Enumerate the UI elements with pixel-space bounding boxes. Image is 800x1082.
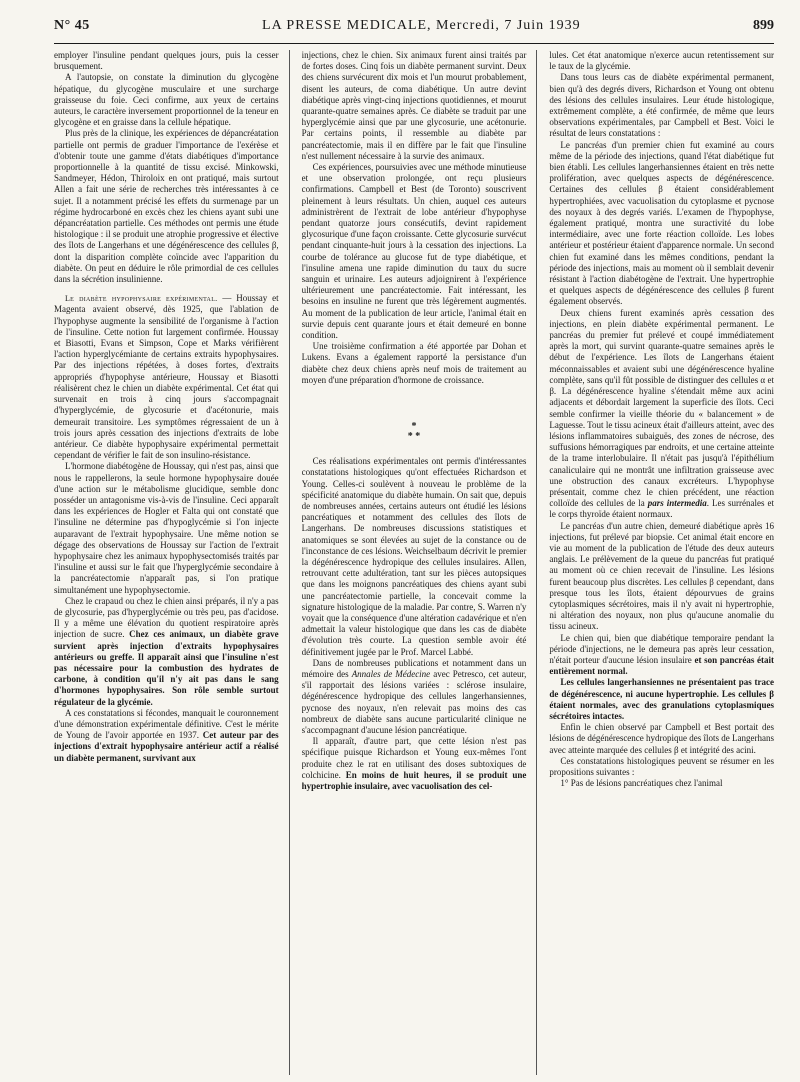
paragraph-text: . Les surrénales et le corps thyroïde étaient normaux.: [549, 498, 774, 520]
section-paragraph: [54, 293, 279, 461]
paragraph: [302, 736, 527, 792]
paragraph: [54, 708, 279, 764]
paragraph: L'hormone diabétogène de Houssay, qui n'est pas, ainsi que nous le rappellerons, la seule hormone hypophysaire douée d'une action sur le métabolisme glucidique, semble donc posséder un antagonisme vis-à-vis de l'insuline. Ceci apparaît dans les expériences de Hogler et Falta qui ont constaté que l'insuline ne détermine pas d'hypoglycémie si l'on injecte auparavant de l'extrait hypophysaire. Une même notion se dégage des observations de Houssay sur l'action de l'extrait hypophysaire chez les animaux hypophysectomisés traités par l'insuline et aussi sur le fait que l'hyperglycémie secondaire à la pancréatectomie n'apparaît pas, si l'on pratique simultanément une hypophysectomie.: [54, 461, 279, 595]
paragraph: Dans tous leurs cas de diabète expérimental permanent, bien qu'à des degrés divers, Richardson et Young ont obtenu des lésions des cellules insulaires. Leur étude histologique, extrêmement complète, a été confirmée, de même que leurs observations expérimentales, par Campbell et Best. Voici le résultat de leurs constatations :: [549, 72, 774, 139]
anatomy-term: pars intermedia: [647, 498, 707, 509]
masthead-title: LA PRESSE MEDICALE, Mercredi, 7 Juin 1939: [262, 18, 581, 33]
section-heading: Le diabète hypophysaire expérimental.: [65, 294, 218, 304]
paragraph-text: avec Petresco, cet auteur, s'il rapportait des lésions variées : sclérose insulaire, dégénérescence hydropique des cellules langerhansiennes, pycnose des noyaux, n'en relevait pas moins des cas nombreux de diabète sans aucune particularité clinique ne s'accompagnant d'aucune lésion pancréatique.: [301, 668, 527, 735]
emphasis-text: Chez ces animaux, un diabète grave survient après injection d'extraits hypophysaires antérieurs ou greffe. Il apparaît ainsi que l'insuline n'est pas nécessaire pour la combustion des hydrates de carbone, à condition qu'il n'y ait pas dans le sang d'hormones hypophysaires. Son rôle semble surtout régulateur de la glycémie.: [54, 629, 279, 707]
paragraph: [549, 633, 774, 678]
paragraph: Le pancréas d'un autre chien, demeuré diabétique après 16 injections, fut prélevé par biopsie. Cet animal était encore en vie au moment de la publication de l'étude des deux auteurs anglais. Le prélèvement de la queue du pancréas fut pratiqué au moment où ce chien recevait de l'insuline. Les lésions furent beaucoup plus discrètes. Les cellules β cependant, dans presque tous les îlots, étaient dépourvues de grains cytoplasmiques sécrétoires, mais il n'y avait ni hypertrophie, ni altération des noyaux, non plus qu'aucune anomalie du tissu acineux.: [549, 520, 774, 632]
article-columns: [54, 50, 774, 1075]
emphasis-text: En moins de huit heures, il se produit une hypertrophie insulaire, avec vacuolisation des cel-: [301, 769, 527, 791]
paragraph: employer l'insuline pendant quelques jours, puis la cesser brusquement.: [54, 50, 279, 72]
section-separator: [302, 422, 527, 442]
page-number: 899: [753, 18, 774, 33]
paragraph: Une troisième confirmation a été apportée par Dohan et Lukens. Evans a également rapporté la persistance d'un diabète chez deux chiens après neuf mois de traitement au moyen d'une préparation d'hormone de croissance.: [301, 341, 527, 385]
page-header: [54, 18, 774, 44]
paragraph: Ces constatations histologiques peuvent se résumer en les propositions suivantes :: [549, 755, 774, 777]
paragraph: A l'autopsie, on constate la diminution du glycogène hépatique, du glycogène musculaire et une surcharge graisseuse du foie. Ceci confirme, aux yeux de certains auteurs, le caractère inversement proportionnel de la teneur en glycogène et en graisse dans la cellule hépatique.: [54, 72, 279, 128]
paragraph: Ces réalisations expérimentales ont permis d'intéressantes constatations histologiques qu'ont effectuées Richardson et Young. Celles-ci soulèvent à nouveau le problème de la spécificité anatomique du diabète humain. On sait que, depuis de nombreuses années, certains auteurs ont étudié les lésions pancréatiques et notamment des cellules des îlots de Langerhans. De nombreuses discussions statistiques et anatomiques se sont élevées au sujet de la constance ou de l'inconstance de ces lésions. Weichselbaum décrivit le premier la dégénérescence hydropique des cellules insulaires. Allen, retrouvant cette adultération, tant sur les pièces autopsiques que dans les moignons pancréatiques des chiens ayant subi une pancréatectomie partielle, la concevait comme la signature histologique de la maladie. Par contre, S. Warren n'y voyait que la conséquence d'une altération cadavérique et n'en admettait la valeur histologique que dans les cas de diabète d'évolution très courte. La question semble avoir été définitivement jugée par le Prof. Marcel Labbé.: [301, 456, 527, 657]
emphasis-text: et son pancréas était entièrement normal.: [549, 654, 774, 677]
column-2: [302, 50, 538, 1075]
paragraph: 1° Pas de lésions pancréatiques chez l'animal: [560, 778, 723, 789]
paragraph-text: Il apparaît, d'autre part, que cette lésion n'est pas spécifique puisque Richardson et Young eux-mêmes l'ont produite chez le rat en utilisant des doses subtoxiques de colchicine.: [301, 736, 527, 780]
paragraph: [54, 596, 279, 708]
spacer: [54, 285, 279, 293]
paragraph: Le pancréas d'un premier chien fut examiné au cours même de la période des injections, quand l'état diabétique fut bien établi. Les cellules langerhansiennes étaient en très nette prolifération, avec quelques aspects de dégénérescence. Certaines des cellules β étaient considérablement hypertrophiées, avec vacuolisation du cytoplasme et pycnose des noyaux à des degrés variés. L'examen de l'hypophyse, également pratiqué, montra une suractivité du lobe intermédiaire, avec une forte réaction colloïde. Les lobes antérieur et postérieur étaient d'apparence normale. Un second chien fut examiné dans les mêmes conditions, pendant la période des injections, mais au moment où il semblait devenir résistant à l'action diabétogène de l'extrait. Une hypertrophie et quelques aspects de dégénérescence des cellules β furent également observés.: [549, 139, 774, 307]
paragraph: Ces expériences, poursuivies avec une méthode minutieuse et une observation prolongée, ont reçu plusieurs confirmations. Campbell et Best (de Toronto) souscrivent pleinement à leurs résultats. Un chien, auquel ces auteurs administrèrent de l'extrait de lobe antérieur d'hypophyse pendant quatorze jours consécutifs, devint rapidement glycosurique d'une façon croissante. Cette glycosurie survécut pendant cinquante-huit jours à la cessation des injections. La courbe de tolérance au glucose fut de type diabétique, et l'insuline amena une rapide diminution du taux du sucre sanguin et urinaire. Les auteurs adjoignirent à l'expérience ultérieurement une pancréatectomie. Fait intéressant, les besoins en insuline ne furent que très légèrement augmentés. Au moment de la publication de leur article, l'animal était en survie depuis cent quarante jours et était demeuré en bonne condition.: [301, 162, 527, 341]
asterism-top: *: [411, 421, 417, 433]
journal-title: Annales de Médecine: [351, 668, 431, 679]
column-3: [549, 50, 774, 1075]
paragraph: [302, 658, 527, 736]
paragraph: injections, chez le chien. Six animaux furent ainsi traités par de fortes doses. Cinq fois un diabète permanent survint. Deux des chiens survécurent dix mois et l'un mourut probablement, disent les auteurs, de coma diabétique. Un autre devint diabétique après vingt-cinq injections quotidiennes, et mourut quarante-quatre semaines après. Ce diabète se traduit par une hyperglycémie ainsi que par une glycosurie, une acétonurie. Par certains points, il ressemble au diabète par pancréatectomie, mais il en diffère par le fait que l'insuline n'est nullement nécessaire à la survie des animaux.: [301, 50, 527, 161]
paragraph: Les cellules langerhansiennes ne présentaient pas trace de dégénérescence, ni aucune hypertrophie. Les cellules β étaient normales, avec des granulations cytoplasmiques sécrétoires intactes.: [549, 677, 774, 721]
paragraph: lules. Cet état anatomique n'exerce aucun retentissement sur le taux de la glycémie.: [549, 50, 774, 72]
paragraph: Plus près de la clinique, les expériences de dépancréatation partielle ont permis de graduer l'importance de l'exérèse et d'obtenir toute une gamme d'états diabétiques d'importance proportionnelle à la quantité de tissu excisé. Minkowski, Sandmeyer, Hédon, Thiroloix en ont pratiqué, mais surtout Allen a fait une série de recherches très intéressantes à ce sujet. Il a notamment précisé les effets du surmenage par un régime hydrocarboné en excès chez les chiens ayant subi une dépancréatation partielle. Ces méthodes ont permis une étude histologique : il se produit une atrophie progressive et élective des îlots de Langerhans et une dégénérescence des cellules β, dont la disparition complète coïncide avec l'apparition du diabète. On peut en déduire le rôle primordial de ces cellules dans la sécrétion insulinienne.: [54, 128, 279, 285]
paragraph: [549, 308, 774, 521]
paragraph: Enfin le chien observé par Campbell et Best portait des lésions de dégénérescence hydropique des îlots de Langerhans avec atteinte marquée des cellules β et intégrité des acini.: [549, 722, 774, 755]
paragraph-text: Chez le crapaud ou chez le chien ainsi préparés, il n'y a pas de glycosurie, pas d'hyperglycémie ou très peu, pas d'acidose. Il y a même une élévation du quotient respiratoire après injection de sucre.: [54, 595, 279, 640]
paragraph-text: — Houssay et Magenta avaient observé, dès 1925, que l'ablation de l'hypophyse augmente la sensibilité de l'organisme à l'action de l'insuline. Cette notion fut largement confirmée. Houssay et Biasotti, Evans et Simpson, Cope et Marks vérifièrent l'action hyperglycémiante de certains extraits hypophysaires. Par des injections répétées, à doses fortes, d'extraits appropriés d'hypophyse antérieure, Houssay et Biasotti réalisèrent chez le chien un diabète expérimental. Cet état qui survenait en trois à cinq jours s'accompagnait d'hyperglycémie, de glycosurie et d'acétonurie, mais demeurait transitoire. Les symptômes régressaient de un à trois jours après cessation des injections d'extraits de lobe antérieur. Ce diabète hypophysaire expérimental permettait cependant de vérifier le fait de son insulino-résistance.: [54, 293, 279, 461]
emphasis-text: Cet auteur par des injections d'extrait hypophysaire antérieur actif a réalisé un diabète permanent, survivant aux: [54, 730, 279, 763]
asterism-bottom: * *: [407, 431, 421, 443]
issue-number: N° 45: [54, 18, 90, 33]
paragraph-text: A ces constatations si fécondes, manquait le couronnement d'une démonstration expérimentale définitive. C'est le mérite de Young de l'avoir apportée en 1937.: [54, 707, 279, 741]
paragraph-text: Deux chiens furent examinés après cessation des injections, en plein diabète expérimental permanent. Le pancréas du premier fut prélevé et coupé immédiatement après la mort, qui survint quarante-quatre semaines après le début de l'expérience. Les îlots de Langerhans étaient méconnaissables et avaient subi une dégénérescence hyaline complète, sans qu'il fût possible de distinguer des cellules α et β. La dégénérescence hyaline s'étendait même aux acini adjacents et débordait largement la superficie des îlots. Ceci semble confirmer la vieille théorie du « balancement » de Laguesse. Tout le tissu acineux était d'ailleurs atteint, avec des lésions inflammatoires subaiguës, des zones de nécrose, des suffusions hémorragiques par endroits, et une certaine atteinte de la trame interlobulaire. Il n'était pas jusqu'à l'épithélium canaliculaire qui ne montrât une infiltration graisseuse avec une obstruction des canaux excréteurs. L'hypophyse présentait, comme chez le chien précédent, une réaction colloïde des cellules de la: [549, 307, 774, 509]
paragraph-text: Le chien qui, bien que diabétique temporaire pendant la période d'injections, ne le demeura pas après leur cessation, n'était porteur d'aucune lésion insulaire: [549, 632, 774, 665]
paragraph-text: Dans de nombreuses publications et notamment dans un mémoire des: [301, 657, 527, 679]
column-1: [54, 50, 290, 1075]
